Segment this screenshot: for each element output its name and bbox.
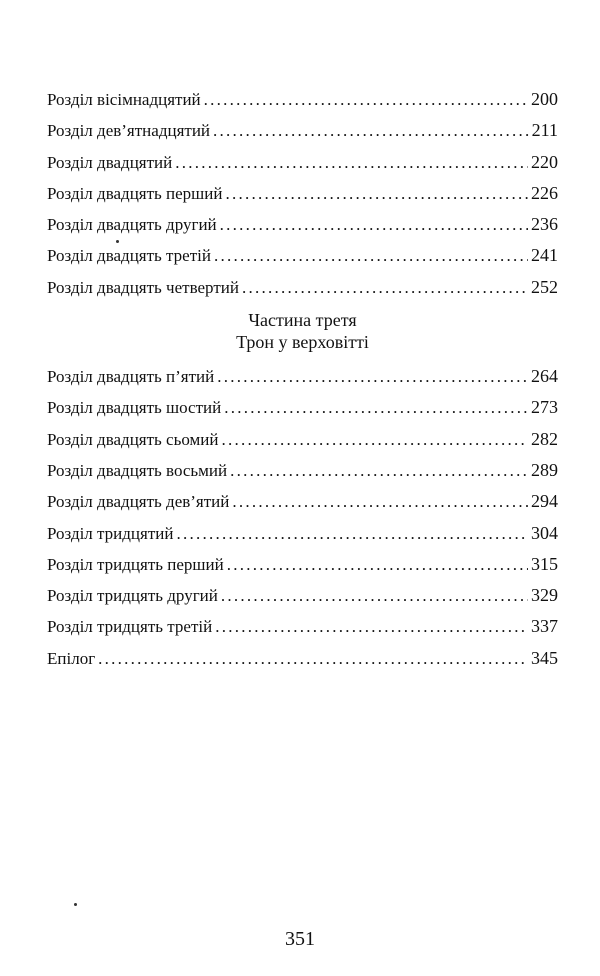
toc-entry-page: 252 [531, 276, 558, 297]
toc-entry [47, 486, 558, 517]
dot-leader [225, 178, 528, 209]
toc-entry-page: 294 [531, 491, 558, 512]
dot-leader [215, 611, 528, 642]
part-label: Частина третя [248, 310, 357, 331]
toc-entry-title: Розділ тридцять третій [47, 617, 213, 637]
toc-entry-page: 304 [531, 522, 558, 543]
toc-entry-title: Розділ тридцять перший [47, 554, 224, 574]
toc-entry-page: 211 [531, 120, 558, 141]
toc-entry-page: 226 [531, 182, 558, 203]
toc-entry-title: Розділ двадцять сьомий [47, 429, 219, 449]
toc-entry-title: Розділ двадцять третій [47, 246, 211, 266]
toc-entry [47, 549, 558, 580]
toc-entry-page: 273 [531, 397, 558, 418]
toc-entry [47, 240, 558, 271]
table-of-contents [47, 84, 558, 674]
toc-section-bottom [47, 361, 558, 674]
toc-entry-title: Розділ двадцять дев’ятий [47, 492, 230, 512]
toc-entry-page: 241 [531, 245, 558, 266]
toc-entry [47, 209, 558, 240]
dot-leader [227, 549, 528, 580]
toc-entry [47, 455, 558, 486]
toc-entry-title: Розділ вісімнадцятий [47, 90, 201, 109]
dot-leader [232, 486, 528, 517]
toc-entry [47, 115, 558, 146]
print-speck [116, 240, 119, 243]
dot-leader [213, 115, 529, 146]
toc-entry-page: 345 [531, 647, 558, 668]
toc-entry-title: Розділ двадцять четвертий [47, 277, 239, 297]
toc-entry-page: 282 [531, 428, 558, 449]
toc-entry [47, 392, 558, 423]
toc-section-top [47, 84, 558, 303]
toc-entry [47, 272, 558, 303]
page-number: 351 [285, 928, 315, 950]
toc-entry-title: Розділ двадцять п’ятий [47, 367, 215, 387]
dot-leader [221, 424, 528, 455]
toc-entry [47, 643, 558, 674]
toc-entry [47, 611, 558, 642]
toc-entry-page: 289 [531, 459, 558, 480]
dot-leader [98, 643, 528, 674]
dot-leader [221, 580, 528, 611]
toc-entry-page: 236 [531, 214, 558, 235]
toc-entry-title: Епілог [47, 648, 96, 668]
toc-entry [47, 424, 558, 455]
dot-leader [176, 518, 528, 549]
toc-entry-page: 329 [531, 585, 558, 606]
dot-leader [224, 392, 528, 423]
part-title: Трон у верховітті [236, 332, 369, 353]
toc-entry [47, 518, 558, 549]
toc-entry-title: Розділ дев’ятнадцятий [47, 121, 211, 141]
toc-entry-page: 200 [531, 89, 558, 109]
toc-entry-title: Розділ тридцятий [47, 523, 174, 543]
dot-leader [217, 361, 528, 392]
toc-entry [47, 580, 558, 611]
dot-leader [220, 209, 528, 240]
print-speck [74, 903, 77, 906]
toc-entry-title: Розділ двадцятий [47, 152, 173, 172]
part-heading [47, 309, 558, 353]
toc-entry-title: Розділ двадцять другий [47, 215, 217, 235]
dot-leader [242, 272, 528, 303]
dot-leader [214, 240, 528, 271]
toc-entry-title: Розділ тридцять другий [47, 586, 218, 606]
toc-entry-title: Розділ двадцять перший [47, 183, 223, 203]
toc-entry [47, 147, 558, 178]
toc-entry-page: 220 [531, 151, 558, 172]
dot-leader [230, 455, 528, 486]
toc-entry-title: Розділ двадцять шостий [47, 398, 222, 418]
toc-entry [47, 361, 558, 392]
dot-leader [204, 84, 528, 115]
toc-entry-page: 315 [531, 553, 558, 574]
toc-entry [47, 178, 558, 209]
toc-entry-title: Розділ двадцять восьмий [47, 460, 228, 480]
toc-entry-page: 337 [531, 616, 558, 637]
toc-entry-page: 264 [531, 366, 558, 387]
toc-entry [47, 84, 558, 115]
dot-leader [175, 147, 528, 178]
